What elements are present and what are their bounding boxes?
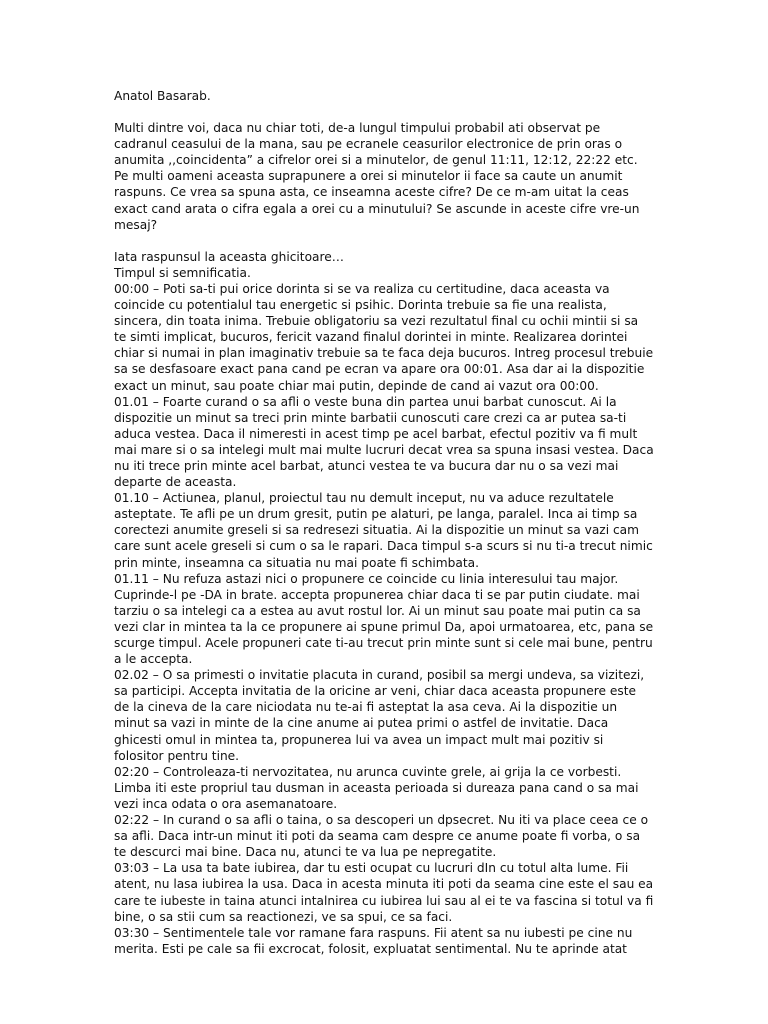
entry-0000: 00:00 – Poti sa-ti pui orice dorinta si se va realiza cu certitudine, daca aceasta va coincide cu potentialul tau energetic si psihic. Dorinta trebuie sa fie una realista, sincera, din toata inima. Trebuie obligatoriu sa vezi rezultatul final cu ochii mintii si sa te simti implicat, bucuros, fericit vazand finalul dorintei in minte. Realizarea dorintei chiar si numai in plan imaginativ trebuie sa te faca deja bucuros. Intreg procesul trebuie sa se desfasoare exact pana cand pe ecran va apare ora 00:01. Asa dar ai la dispozitie exact un minut, sau poate chiar mai putin, depinde de cand ai vazut ora 00:00.: [114, 281, 654, 393]
intro-paragraph: Multi dintre voi, daca nu chiar toti, de-a lungul timpului probabil ati observat pe cadranul ceasului de la mana, sau pe ecranele ceasurilor electronice de prin oras o anumita ,,coincidenta” a cifrelor orei si a minutelor, de genul 11:11, 12:12, 22:22 etc. Pe multi oameni aceasta suprapunere a orei si minutelor ii face sa caute un anumit raspuns. Ce vrea sa spuna asta, ce inseamna aceste cifre? De ce m-am uitat la ceas exact cand arata o cifra egala a orei cu a minutului? Se ascunde in aceste cifre vre-un mesaj?: [114, 121, 640, 232]
entry-0111: 01.11 – Nu refuza astazi nici o propunere ce coincide cu linia interesului tau major. Cuprinde-l pe -DA in brate. accepta propunerea chiar daca ti se par putin ciudate. mai tarziu o sa intelegi ca a estea au avut rostul lor. Ai un minut sau poate mai putin ca sa vezi clar in mintea ta la ce propunere ai spune primul Da, apoi urmatoarea, etc, pana se scurge timpul. Acele propuneri cate ti-au trecut prin minte sunt si cele mai bune, pentru a le accepta.: [114, 571, 654, 667]
subtitle-line: Timpul si semnificatia.: [114, 265, 251, 280]
author-line: Anatol Basarab.: [114, 89, 211, 103]
entry-0110: 01.10 – Actiunea, planul, proiectul tau nu demult inceput, nu va aduce rezultatele asteptate. Te afli pe un drum gresit, putin pe alaturi, pe langa, paralel. Inca ai timp sa corectezi anumite greseli si sa redresezi situatia. Ai la dispozitie un minut sa vazi cam care sunt acele greseli si cum o sa le rapari. Daca timpul s-a scurs si nu ti-a trecut nimic prin minte, inseamna ca situatia nu mai poate fi schimbata.: [114, 491, 653, 570]
entry-0222: 02:22 – In curand o sa afli o taina, o sa descoperi un dpsecret. Nu iti va place ceea ce o sa afli. Daca intr-un minut iti poti da seama cam despre ce anume poate fi vorba, o sa te descurci mai bine. Daca nu, atunci te va lua pe nepregatite.: [114, 813, 649, 860]
document-page: [114, 88, 654, 957]
entry-0202: 02.02 – O sa primesti o invitatie placuta in curand, posibil sa mergi undeva, sa vizitezi, sa participi. Accepta invitatia de la oricine ar veni, chiar daca aceasta propunere este de la cineva de la care niciodata nu te-ai fi asteptat la asa ceva. Ai la dispozitie un minut sa vazi in minte de la cine anume ai putea primi o astfel de invitatie. Daca ghicesti omul in mintea ta, propunerea lui va avea un impact mult mai pozitiv si folositor pentru tine.: [114, 668, 645, 763]
entry-0330: 03:30 – Sentimentele tale vor ramane fara raspuns. Fii atent sa nu iubesti pe cine nu merita. Esti pe cale sa fii excrocat, folosit, expluatat sentimental. Nu te aprinde atat: [114, 925, 633, 956]
lead-line: Iata raspunsul la aceasta ghicitoare…: [114, 249, 344, 264]
entry-0101: 01.01 – Foarte curand o sa afli o veste buna din partea unui barbat cunoscut. Ai la dispozitie un minut sa treci prin minte barbatii cunoscuti care crezi ca ar putea sa-ti aduca vestea. Daca il nimeresti in acest timp pe acel barbat, efectul pozitiv va fi mult mai mare si o sa intelegi mult mai multe lucruri decat vrea sa spuna insasi vestea. Daca nu iti trece prin minte acel barbat, atunci vestea te va bucura dar nu o sa vezi mai departe de aceasta.: [114, 394, 654, 490]
entry-0303: 03:03 – La usa ta bate iubirea, dar tu esti ocupat cu lucruri dIn cu totul alta lume. Fii atent, nu lasa iubirea la usa. Daca in acesta minuta iti poti da seama cine este el sau ea care te iubeste in taina atunci intalnirea cu iubirea lui sau al ei te va fascina si totul va fi bine, o sa stii cum sa reactionezi, ve sa spui, ce sa faci.: [114, 861, 654, 924]
entry-0220: 02:20 – Controleaza-ti nervozitatea, nu arunca cuvinte grele, ai grija la ce vorbesti. Limba iti este propriul tau dusman in aceasta perioada si dureaza pana cand o sa mai vezi inca odata o ora asemanatoare.: [114, 764, 639, 811]
